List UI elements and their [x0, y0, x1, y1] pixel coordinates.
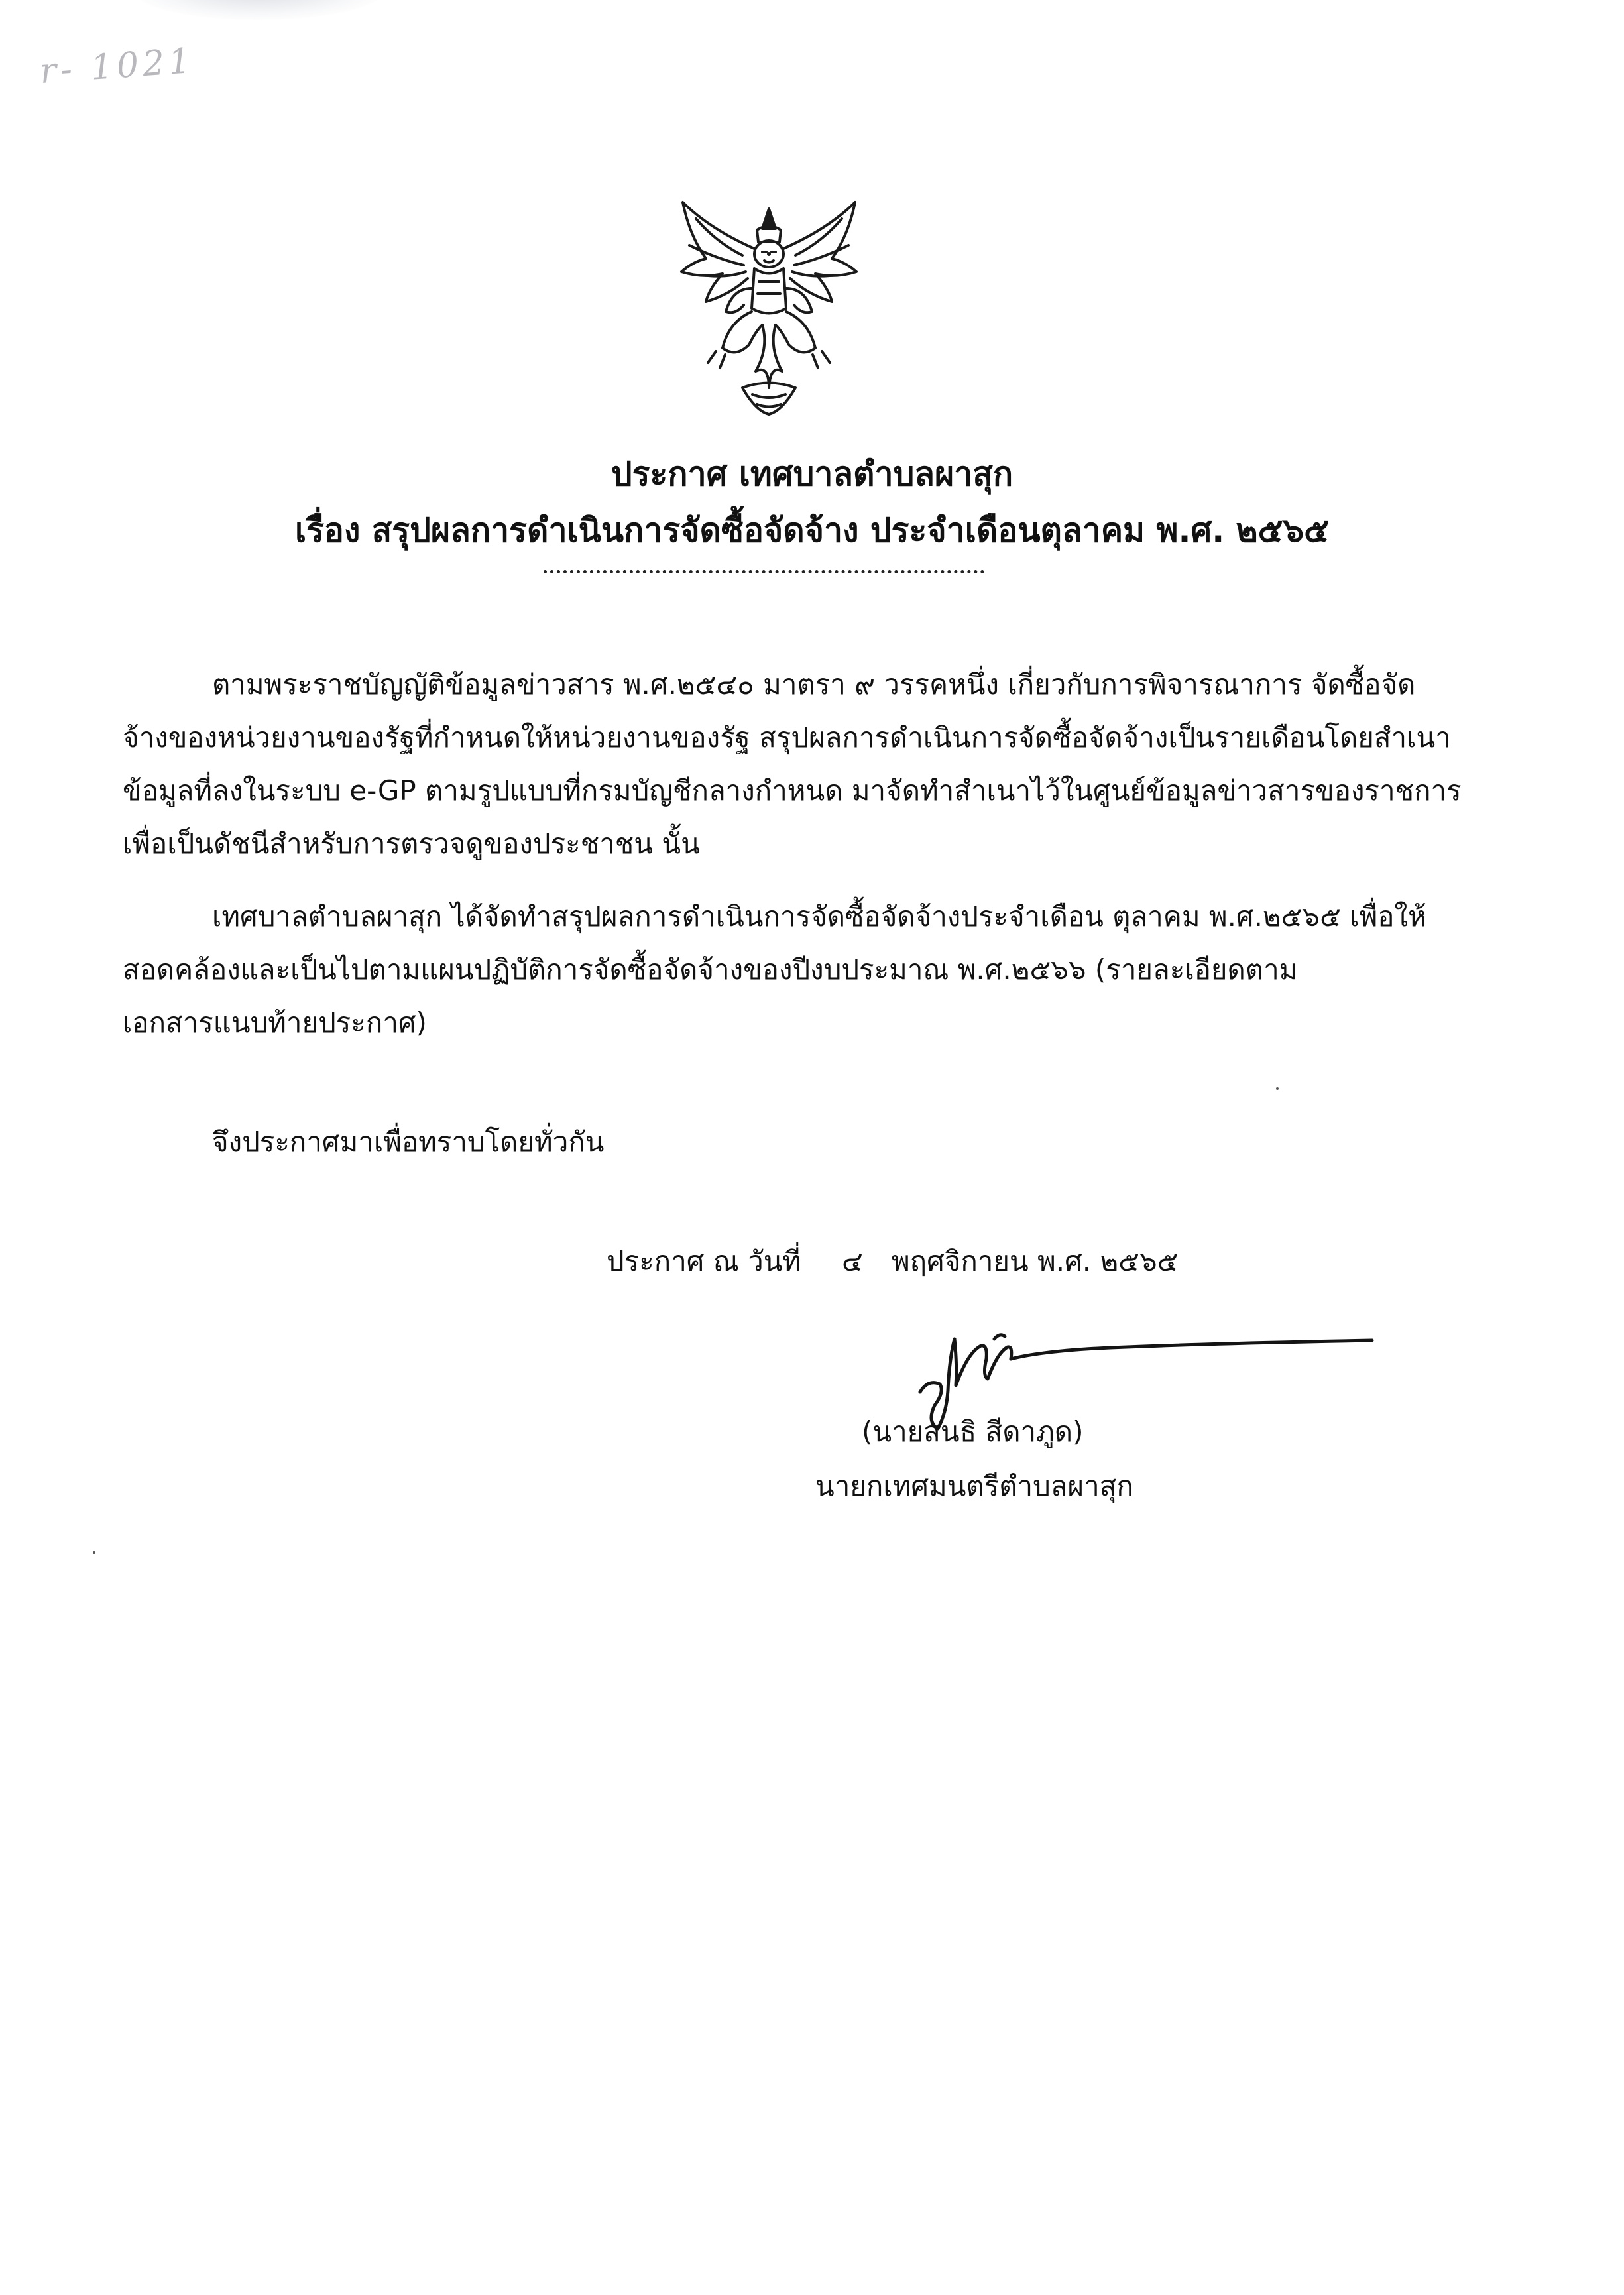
paragraph-2-line: เทศบาลตำบลผาสุก ได้จัดทำสรุปผลการดำเนินการจัดซื้อจัดจ้างประจำเดือน ตุลาคม พ.ศ.๒๕๖๕ เพื่อให้ — [212, 900, 1426, 933]
signer-name: (นายสนธิ สีดาภูด) — [862, 1415, 1084, 1448]
scan-speck — [93, 1551, 95, 1554]
dotted-separator — [544, 570, 984, 573]
paragraph-1-line: จ้างของหน่วยงานของรัฐที่กำหนดให้หน่วยงานของรัฐ สรุปผลการดำเนินการจัดซื้อจัดจ้างเป็นรายเดือนโดยสำเนา — [123, 721, 1451, 754]
paragraph-2-line: สอดคล้องและเป็นไปตามแผนปฏิบัติการจัดซื้อจัดจ้างของปีงบประมาณ พ.ศ.๒๕๖๖ (รายละเอียดตาม — [123, 953, 1298, 986]
garuda-emblem-icon — [669, 189, 868, 428]
date-day: ๔ — [842, 1245, 863, 1277]
paragraph-1-line: ตามพระราชบัญญัติข้อมูลข่าวสาร พ.ศ.๒๕๔๐ มาตรา ๙ วรรคหนึ่ง เกี่ยวกับการพิจารณาการ จัดซื้อจัด — [212, 668, 1416, 701]
date-label: ประกาศ ณ วันที่ — [607, 1245, 801, 1277]
scan-smudge — [133, 0, 384, 20]
pencil-note: r- 1021 — [38, 40, 196, 92]
paragraph-1-line: เพื่อเป็นดัชนีสำหรับการตรวจดูของประชาชน นั้น — [123, 827, 700, 860]
paragraph-1-line: ข้อมูลที่ลงในระบบ e-GP ตามรูปแบบที่กรมบัญชีกลางกำหนด มาจัดทำสำเนาไว้ในศูนย์ข้อมูลข่าวสารของราชการ — [123, 774, 1462, 807]
scan-speck — [1276, 1087, 1279, 1090]
date-month-year: พฤศจิกายน พ.ศ. ๒๕๖๕ — [892, 1245, 1179, 1277]
signer-title: นายกเทศมนตรีตำบลผาสุก — [815, 1470, 1133, 1502]
announcement-title: ประกาศ เทศบาลตำบลผาสุก — [610, 455, 1014, 493]
paragraph-2-line: เอกสารแนบท้ายประกาศ) — [123, 1006, 427, 1039]
closing-statement: จึงประกาศมาเพื่อทราบโดยทั่วกัน — [212, 1126, 605, 1158]
announcement-subject: เรื่อง สรุปผลการดำเนินการจัดซื้อจัดจ้าง ประจำเดือนตุลาคม พ.ศ. ๒๕๖๕ — [294, 511, 1329, 550]
